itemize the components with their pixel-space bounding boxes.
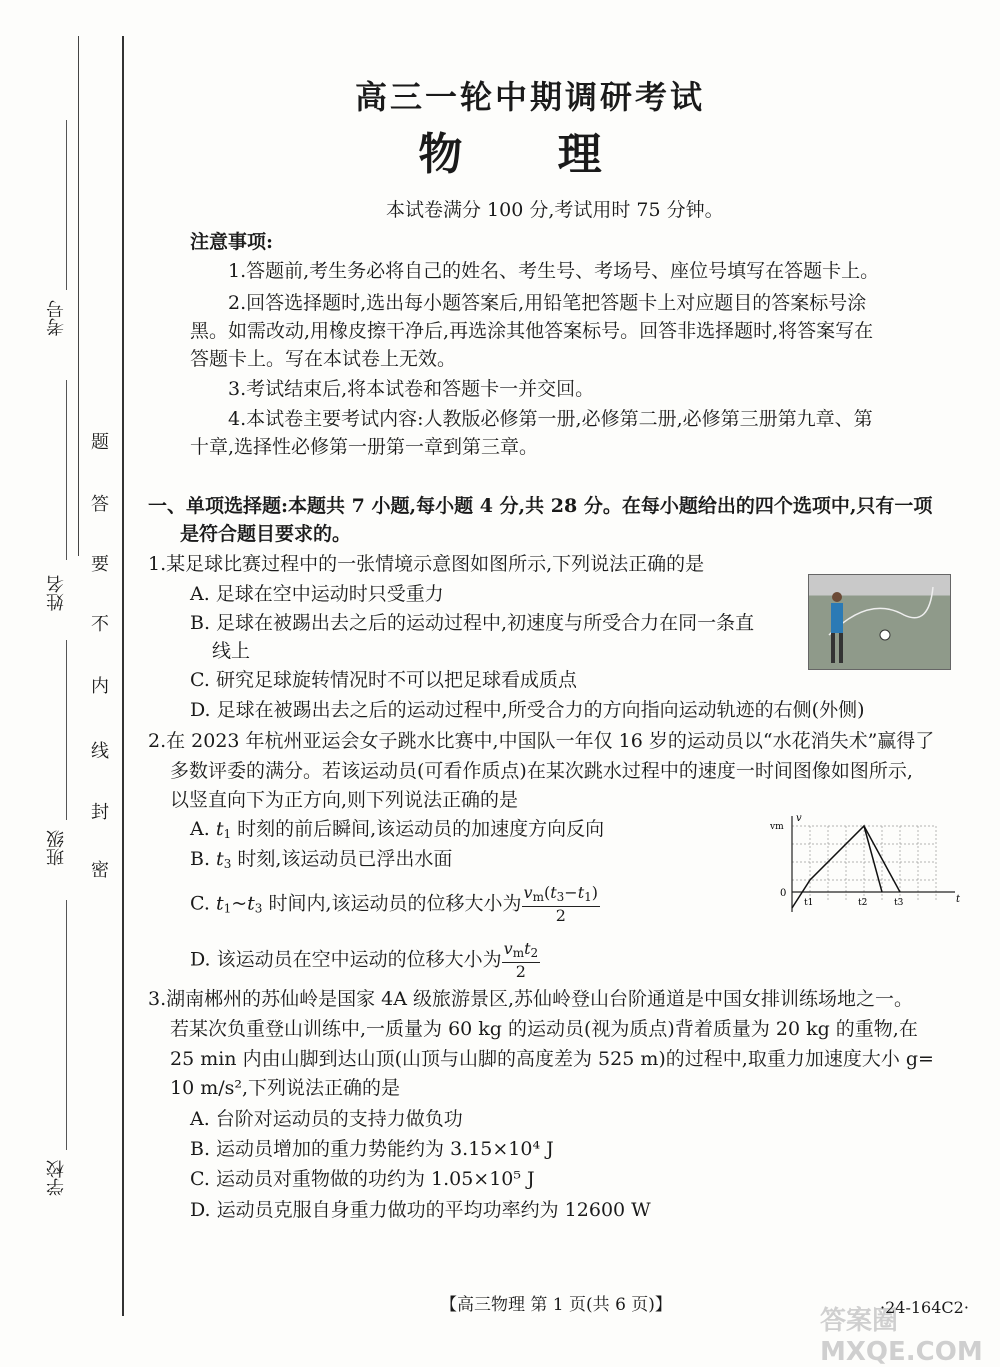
q1-stem: 1.某足球比赛过程中的一张情境示意图如图所示,下列说法正确的是 bbox=[148, 553, 705, 575]
seal-char: 线 bbox=[91, 741, 109, 762]
exam-no-label: 考号 bbox=[46, 300, 67, 336]
q2-option-c: C. $t_1\sim t_3$ 时间内,该运动员的位移大小为 $\frac{v_m(t_3-t_1)}{2}$ bbox=[190, 883, 599, 925]
q3-option-c: C. 运动员对重物做的功约为 1.05×10⁵ J bbox=[190, 1168, 535, 1190]
graph-origin-label: 0 bbox=[780, 888, 787, 899]
graph-vm-label: vm bbox=[770, 822, 784, 832]
seal-char: 封 bbox=[91, 802, 109, 823]
note-line: 4.本试卷主要考试内容:人教版必修第一册,必修第二册,必修第三册第九章、第 bbox=[228, 408, 873, 430]
section-heading: 一、单项选择题:本题共 7 小题,每小题 4 分,共 28 分。在每小题给出的四个选项中,只有一项 bbox=[148, 495, 933, 517]
note-line: 答题卡上。写在本试卷上无效。 bbox=[190, 348, 457, 370]
binding-line bbox=[122, 36, 124, 1316]
graph-v-label: v bbox=[796, 813, 802, 824]
q2-option-a: A. $t_1$ 时刻的前后瞬间,该运动员的加速度方向反向 bbox=[190, 818, 605, 841]
school-line bbox=[66, 900, 67, 1150]
watermark: 答案圈 MXQE.COM bbox=[820, 1306, 983, 1367]
q3-stem-cont: 若某次负重登山训练中,一质量为 60 kg 的运动员(视为质点)背着质量为 20 kg 的重物,在 bbox=[170, 1018, 918, 1040]
exam-no-line bbox=[66, 120, 67, 290]
q2-stem-cont: 以竖直向下为正方向,则下列说法正确的是 bbox=[170, 789, 519, 811]
q3-stem-cont: 10 m/s²,下列说法正确的是 bbox=[170, 1077, 401, 1099]
seal-char: 不 bbox=[91, 614, 109, 635]
page-footer: 【高三物理 第 1 页(共 6 页)】 bbox=[440, 1295, 672, 1315]
note-line: 黑。如需改动,用橡皮擦干净后,再选涂其他答案标号。回答非选择题时,将答案写在 bbox=[190, 320, 874, 342]
section-heading-cont: 是符合题目要求的。 bbox=[180, 523, 352, 545]
class-line bbox=[66, 640, 67, 820]
seal-char: 答 bbox=[91, 494, 109, 515]
seal-char: 内 bbox=[91, 676, 109, 697]
football-photo bbox=[808, 574, 951, 670]
q1-option-d: D. 足球在被踢出去之后的运动过程中,所受合力的方向指向运动轨迹的右侧(外侧) bbox=[190, 699, 865, 721]
q2-stem: 2.在 2023 年杭州亚运会女子跳水比赛中,中国队一年仅 16 岁的运动员以“水花消失术”赢得了 bbox=[148, 730, 935, 752]
note-line: 3.考试结束后,将本试卷和答题卡一并交回。 bbox=[228, 378, 595, 400]
exam-title: 高三一轮中期调研考试 bbox=[354, 78, 705, 116]
paper-code: ·24-164C2· bbox=[880, 1298, 969, 1317]
graph-t1-label: t1 bbox=[804, 898, 814, 908]
binding-field-line bbox=[78, 36, 79, 556]
q2-stem-cont: 多数评委的满分。若该运动员(可看作质点)在某次跳水过程中的速度一时间图像如图所示, bbox=[170, 760, 913, 782]
notes-heading: 注意事项: bbox=[190, 231, 274, 253]
name-line bbox=[66, 380, 67, 560]
class-label: 班级 bbox=[46, 830, 67, 866]
graph-t2-label: t2 bbox=[858, 898, 868, 908]
school-label: 学校 bbox=[46, 1160, 67, 1196]
q3-option-a: A. 台阶对运动员的支持力做负功 bbox=[190, 1108, 463, 1130]
name-label: 姓名 bbox=[46, 575, 67, 611]
q1-option-b-cont: 线上 bbox=[212, 640, 251, 662]
q2-option-b: B. $t_3$ 时刻,该运动员已浮出水面 bbox=[190, 848, 453, 871]
graph-t3-label: t3 bbox=[894, 898, 904, 908]
q3-stem-cont: 25 min 内由山脚到达山顶(山顶与山脚的高度差为 525 m)的过程中,取重力加速度大小 g= bbox=[170, 1048, 934, 1070]
q1-option-a: A. 足球在空中运动时只受重力 bbox=[190, 583, 444, 605]
q3-stem: 3.湖南郴州的苏仙岭是国家 4A 级旅游景区,苏仙岭登山台阶通道是中国女排训练场地之一。 bbox=[148, 988, 914, 1010]
velocity-time-graph bbox=[770, 812, 965, 917]
seal-char: 要 bbox=[91, 554, 109, 575]
note-line: 1.答题前,考生务必将自己的姓名、考生号、考场号、座位号填写在答题卡上。 bbox=[228, 260, 880, 282]
q2-option-d: D. 该运动员在空中运动的位移大小为 $\frac{v_mt_2}{2}$ bbox=[190, 939, 539, 981]
q1-option-b: B. 足球在被踢出去之后的运动过程中,初速度与所受合力在同一条直 bbox=[190, 612, 755, 634]
note-line: 十章,选择性必修第一册第一章到第三章。 bbox=[190, 436, 539, 458]
graph-t-label: t bbox=[956, 894, 961, 905]
subject-title: 物 理 bbox=[418, 129, 642, 180]
q3-option-b: B. 运动员增加的重力势能约为 3.15×10⁴ J bbox=[190, 1138, 554, 1160]
seal-char: 题 bbox=[91, 432, 109, 453]
exam-info: 本试卷满分 100 分,考试用时 75 分钟。 bbox=[386, 199, 724, 221]
q3-option-d: D. 运动员克服自身重力做功的平均功率约为 12600 W bbox=[190, 1199, 651, 1221]
seal-char: 密 bbox=[91, 860, 109, 881]
q1-option-c: C. 研究足球旋转情况时不可以把足球看成质点 bbox=[190, 669, 577, 691]
note-line: 2.回答选择题时,选出每小题答案后,用铅笔把答题卡上对应题目的答案标号涂 bbox=[228, 292, 867, 314]
